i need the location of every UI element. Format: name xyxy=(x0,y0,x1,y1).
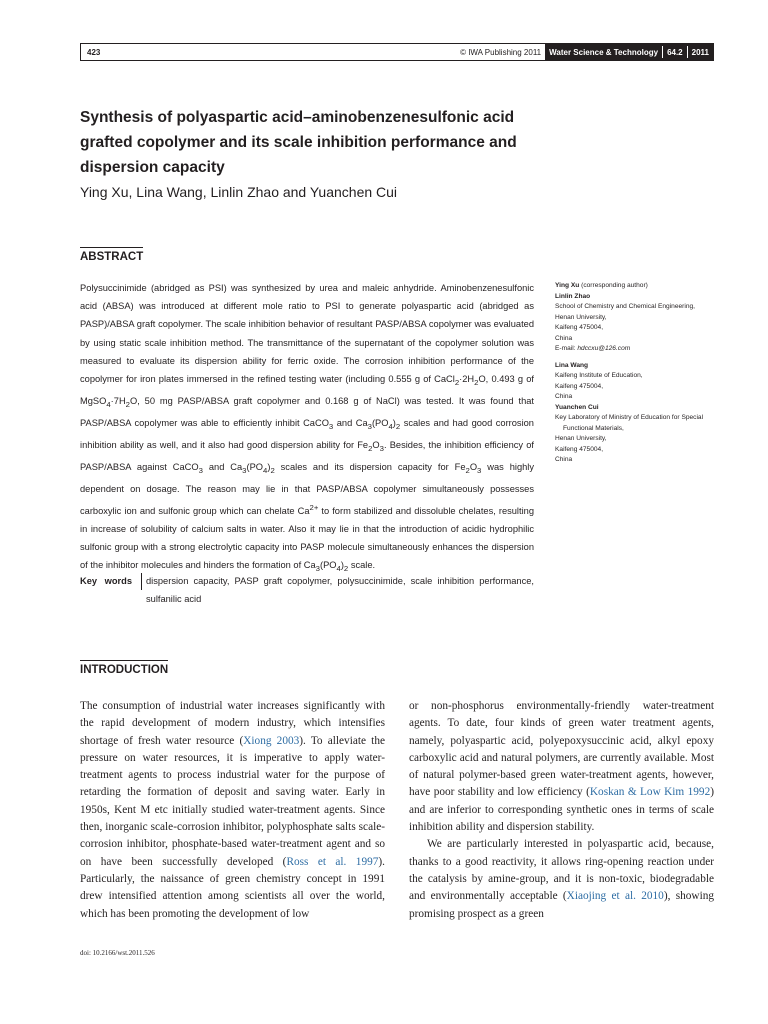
paragraph: We are particularly interested in polyaspartic acid, because, thanks to a good reactivity, it allows ring-opening reaction under the catalysis by amine-group, and it is non-toxic, biodegradable and environmentally acceptable (Xiaojing et al. 2010), showing promising prospect as a green xyxy=(409,838,714,920)
citation-link[interactable]: Koskan & Low Kim 1992 xyxy=(589,786,711,799)
publisher-line: © IWA Publishing 2011 xyxy=(460,47,542,57)
page-number: 423 xyxy=(87,47,101,57)
running-header xyxy=(80,43,714,61)
journal-volume: 64.2 xyxy=(667,47,683,57)
paragraph: The consumption of industrial water increases significantly with the rapid development of modern industry, which intensifies shortage of fresh water resource (Xiong 2003). To alleviate the pressure on water resources, it is imperative to apply water-treatment agents to process industrial water for the purpose of retarding the formation of deposit and saving water. Early in 1950s, Kent M etc initially studied water-treatment agents. Since then, inorganic scale-corrosion inhibitor, polyphosphate salts scale-corrosion inhibitor, phosphate-based water-treatment agent and so on have been successfully developed (Ross et al. 1997). Particularly, the naissance of green chemistry concept in 1991 drew intensified attention among scientists all over the world, which has been promoting the development of low xyxy=(80,700,385,920)
keywords-text: dispersion capacity, PASP graft copolymer, polysuccinimide, scale inhibition performance, sulfanilic acid xyxy=(146,576,534,604)
body-column-left xyxy=(80,698,385,923)
body-column-right xyxy=(409,698,714,923)
abstract-text: Polysuccinimide (abridged as PSI) was synthesized by urea and maleic anhydride. Aminobenzenesulfonic acid (ABSA) was introduced at different mole ratio to PSI to generate polyaspartic acid (abridged as PASP)/ABSA graft copolymer. The scale inhibition behavior of resultant PASP/ABSA copolymer was evaluated by using static scale inhibition method. The transmittance of the supernatant of the copolymer solution was measured to evaluate its dispersion ability for ferric oxide. The corrosion inhibition performance of the copolymer for iron plates immersed in the refined testing water (including 0.555 g of $CaCl_2\cdot 2H_2O$, 0.493 g of $MgSO_4\cdot 7H_2O$, 50 mg PASP/ABSA graft copolymer and 0.168 g of NaCl) was tested. It was found that PASP/ABSA copolymer was able to efficiently inhibit CaCO$_3$ and $Ca_3(PO_4)_2$ scales and had good corrosion inhibition ability as well, and it also had good dispersion ability for $Fe_2O_3$. Besides, the inhibition efficiency of PASP/ABSA against CaCO$_3$ and $Ca_3(PO_4)_2$ scales and its dispersion capacity for $Fe_2O_3$ was highly dependent on dosage. The reason may lie in that PASP/ABSA copolymer simultaneously possesses carboxylic ion and sulfonic group which can chelate $Ca^{2+}$ to form stabilized and dissoluble chelates, resulting in increase of solubility of calcium salts in water. Also it may lie in that the introduction of acidic hydrophilic sulfonic group with a strong electrolytic capacity into PASP molecule simultaneously enhances the dispersion of the inhibitor molecules and hinders the formation of $Ca_3(PO_4)_2$ scale. xyxy=(80,283,535,574)
author-list: Ying Xu, Lina Wang, Linlin Zhao and Yuanchen Cui xyxy=(80,184,398,200)
journal-name: Water Science & Technology xyxy=(549,47,659,57)
email-link[interactable]: hdccxu@126.com xyxy=(577,345,631,352)
citation-link[interactable]: Ross et al. 1997 xyxy=(286,855,379,868)
journal-year: 2011 xyxy=(691,47,709,57)
keywords-label: Key words xyxy=(80,576,133,586)
citation-link[interactable]: Xiaojing et al. 2010 xyxy=(566,890,664,903)
keywords-block xyxy=(80,572,534,608)
citation-link[interactable]: Xiong 2003 xyxy=(243,734,300,747)
author-name: Ying Xu xyxy=(555,282,580,289)
affiliations: Ying Xu (corresponding author) Linlin Zhao School of Chemistry and Chemical Engineering, Henan University, Kaifeng 475004, China E-mail: hdccxu@126.com Lina Wang Kaifeng Institute of Education, Kaifeng 475004, China Yuanchen Cui Key Laboratory of Ministry of Education for Special Functional Materials, Henan University, Kaifeng 475004, China xyxy=(555,282,704,463)
paper-title: Synthesis of polyaspartic acid–aminobenzenesulfonic acid grafted copolymer and its scale inhibition performance and dispersion capacity xyxy=(80,109,517,176)
paragraph: or non-phosphorus environmentally-friendly water-treatment agents. To date, four kinds of green water treatment agents, namely, polyaspartic acid, polyepoxysuccinic acid, alkyl epoxy carboxylic acid and natural polymers, are currently available. Most of natural polymer-based green water-treatment agents, however, have poor stability and low efficiency (Koskan & Low Kim 1992) and are inferior to corresponding synthetic ones in terms of scale inhibition ability and dispersion stability. xyxy=(409,700,714,834)
author-name: Linlin Zhao xyxy=(555,292,591,300)
author-name: Yuanchen Cui xyxy=(555,403,599,411)
abstract-heading: ABSTRACT xyxy=(80,247,143,263)
author-name: Lina Wang xyxy=(555,361,589,369)
introduction-heading: INTRODUCTION xyxy=(80,660,168,676)
journal-bar xyxy=(545,44,713,60)
doi-footer: doi: 10.2166/wst.2011.526 xyxy=(80,949,155,957)
